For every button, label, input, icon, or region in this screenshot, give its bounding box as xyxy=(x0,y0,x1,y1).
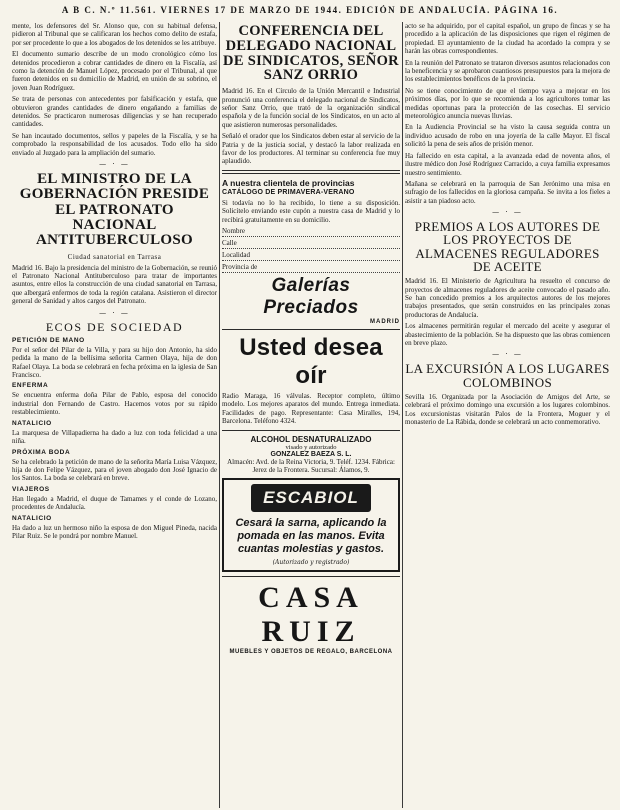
paragraph: Se han incautado documentos, sellos y papeles de la Fiscalía, y se ha comprobado la responsabilidad de los acusados. Todo ello ha sido enviado al Juzgado para la ampliación del sumario. xyxy=(12,131,217,157)
paragraph: Los almacenes permitirán regular el mercado del aceite y asegurar el abastecimiento de la población. Se ha dispuesto que las obras comiencen en breve plazo. xyxy=(405,322,610,347)
column-rule-left xyxy=(219,22,220,808)
paragraph: acto se ha adquirido, por el capital español, un grupo de fincas y se ha procedido a la aplicación de las disposiciones que rigen el régimen de propiedad. El ayuntamiento de la ciudad ha acordado la compra y se harán las obras correspondientes. xyxy=(405,22,610,56)
ad-text: Si todavía no lo ha recibido, lo tiene a su disposición. Solicítelo enviando este cupón a nuestra casa de Madrid y lo recibirá gratuitamente en su domicilio. xyxy=(222,198,400,224)
divider xyxy=(222,576,400,577)
paragraph: Madrid 16. El Ministerio de Agricultura ha resuelto el concurso de proyectos de almacenes reguladores de aceite convocado el pasado año. Se han concedido premios a los arquitectos autores de los mejores trabajos presentados, que serán construidos en las principales zonas productoras de Andalucía. xyxy=(405,277,610,319)
paragraph: Se ha celebrado la petición de mano de la señorita María Luisa Vázquez, hija de don Felipe Vázquez, para el joven abogado don José Ignacio de los Santos. La boda se celebrará en breve. xyxy=(12,457,217,483)
paragraph: Sevilla 16. Organizada por la Asociación de Amigos del Arte, se celebrará el próximo domingo una excursión a los lugares colombinos. Los excursionistas visitarán Palos de la Frontera, Moguer y el monasterio de La Rábida, donde se celebrará un acto conmemorativo. xyxy=(405,392,610,427)
paragraph: Ha dado a luz un hermoso niño la esposa de don Miguel Pineda, nacida Pilar Ruiz. Se le pondrá por nombre Manuel. xyxy=(12,523,217,540)
divider xyxy=(222,329,400,330)
section-title-ecos: ECOS DE SOCIEDAD xyxy=(45,319,184,334)
section-label: NATALICIO xyxy=(12,514,52,522)
brand-logo: ESCABIOL xyxy=(251,484,371,512)
divider-ornament: — · — xyxy=(99,308,130,317)
ad-alcohol-sub: visado y autorizado xyxy=(285,443,337,451)
headline-ministro: EL MINISTRO DE LA GOBERNACIÓN PRESIDE EL PATRONATO NACIONAL ANTITUBERCULOSO xyxy=(19,171,210,249)
headline-excursion: LA EXCURSIÓN A LOS LUGARES COLOMBINOS xyxy=(405,361,610,390)
paragraph: En la Audiencia Provincial se ha visto la causa seguida contra un individuo acusado de robo en una joyería de la calle Mayor. El fiscal solicitó la pena de seis años de prisión menor. xyxy=(405,123,610,149)
form-field-street: Calle xyxy=(222,239,400,249)
brand-slogan: Cesará la sarna, aplicando la pomada en las manos. Evita cuantas molestias y gastos. xyxy=(235,517,387,556)
ad-banner: A nuestra clientela de provincias xyxy=(222,177,355,188)
paragraph: Señaló el orador que los Sindicatos deben estar al servicio de la Patria y de la justicia social, y destacó la labor realizada en favor de los productores. Al terminar su conferencia fue muy aplaudido. xyxy=(222,132,400,166)
ad-galerias xyxy=(222,178,400,325)
form-field-town: Localidad xyxy=(222,251,400,261)
divider-ornament: — · — xyxy=(492,350,523,359)
ad-casa-ruiz: CASA RUIZ xyxy=(258,581,364,649)
brand-note: (Autorizado y registrado) xyxy=(272,559,350,567)
ad-radio xyxy=(222,334,400,426)
section-label: NATALICIO xyxy=(12,419,52,427)
divider-ornament: — · — xyxy=(99,160,130,169)
paragraph: La marquesa de Villapadierna ha dado a luz con toda felicidad a una niña. xyxy=(12,428,217,446)
ad-text: Radio Maraga, 16 válvulas. Receptor completo, último modelo. Los mejores aparatos del mundo. Entrega inmediata. Facilidades de pago. Representante: Casa Miralles, 194, Barcelona. Teléfono 4324. xyxy=(222,392,400,426)
divider-ornament: — · — xyxy=(492,208,523,217)
section-label: VIAJEROS xyxy=(12,485,50,493)
paragraph: Se encuentra enferma doña Pilar de Pablo, esposa del conocido industrial don Fernando de Castro. Hacemos votos por su rápido restablecimiento. xyxy=(12,391,217,417)
masthead: A B C. N.º 11.561. VIERNES 17 DE MARZO DE 1944. EDICIÓN DE ANDALUCÍA. PÁGINA 16. xyxy=(61,5,559,15)
paragraph: Madrid 16. Bajo la presidencia del ministro de la Gobernación, se reunió el Patronato Nacional Antituberculoso para tratar de importantes asuntos, entre ellos la construcción de una ciudad sanatorial en Tarrasa, que albergará enfermos de toda la región catalana. Asistieron el director general de Sanidad y altos cargos del Patronato. xyxy=(12,263,217,306)
column-right xyxy=(405,22,610,808)
divider xyxy=(222,430,400,431)
ad-text: Almacén: Avd. de la Reina Victoria, 9. Teléf. 1234. Fábrica: Jerez de la Frontera. Sucursal: Álamos, 9. xyxy=(227,457,395,475)
paragraph: Por el señor del Pilar de la Villa, y para su hijo don Antonio, ha sido pedida la mano de la bellísima señorita Carmen Olaya, hija de don Rafael Olaya. La boda se celebrará en fecha próxima en la iglesia de San Francisco. xyxy=(12,345,217,380)
paragraph: Se trata de personas con antecedentes por falsificación y estafa, que obtuvieron grandes cantidades de dinero engañando a familias de detenidos. Se practicaron numerosas diligencias y se han recuperado cantidades. xyxy=(12,95,217,129)
paragraph: No se tiene conocimiento de que el tiempo vaya a mejorar en los próximos días, por lo que se recomienda a los agricultores tomar las medidas oportunas para la protección de las cosechas. El servicio meteorológico anuncia nuevas lluvias. xyxy=(405,86,610,121)
ad-alcohol xyxy=(222,435,400,475)
column-center xyxy=(222,22,400,808)
section-label: ENFERMA xyxy=(12,382,49,390)
form-field-province: Provincia de xyxy=(222,263,400,273)
ad-escabiol xyxy=(222,478,400,572)
column-rule-right xyxy=(402,22,403,808)
paragraph: En la reunión del Patronato se trataron diversos asuntos relacionados con la beneficencia y se aprobaron cuantiosos presupuestos para la mejora de los establecimientos benéficos de la provincia. xyxy=(405,58,610,84)
column-left xyxy=(12,22,217,808)
paragraph: mente, los defensores del Sr. Alonso que, con su habitual defensa, pidieron al Tribunal que se calificaran los hechos como delito de estafa, por ser procedente lo que a los abogados de los detenidos se les atribuye. xyxy=(12,22,217,47)
subheadline: Ciudad sanatorial en Tarrasa xyxy=(67,252,162,261)
section-label: PRÓXIMA BODA xyxy=(12,448,71,456)
headline-conferencia: CONFERENCIA DEL DELEGADO NACIONAL DE SINDICATOS, SEÑOR SANZ ORRIO xyxy=(223,23,399,84)
ad-headline-usted: Usted desea oír xyxy=(239,334,383,389)
section-label: PETICIÓN DE MANO xyxy=(12,336,85,344)
paragraph: Madrid 16. En el Círculo de la Unión Mercantil e Industrial pronunció una conferencia el delegado nacional de Sindicatos, señor Sanz Orrio, que trató de la organización sindical española y de la función social de los Sindicatos, en un acto al que asistieron numerosas personalidades. xyxy=(222,87,400,129)
ad-banner-catalog: CATÁLOGO DE PRIMAVERA-VERANO xyxy=(222,188,355,196)
paragraph: El documento sumario describe de un modo cronológico cómo los detenidos procedieron a cobrar cantidades de dinero en la Fiscalía, así como la detención de Manuel López, procesado por el Tribunal, al que fueron detenidos en su domicilio de Madrid, en unión de su sobrino, el joven Juan Rodríguez. xyxy=(12,50,217,92)
headline-premios: PREMIOS A LOS AUTORES DE LOS PROYECTOS DE ALMACENES REGULADORES DE ACEITE xyxy=(414,219,601,274)
ad-casa-ruiz-sub: MUEBLES Y OBJETOS DE REGALO, BARCELONA xyxy=(229,649,393,656)
brand-city: MADRID xyxy=(370,319,400,325)
ad-alcohol-title: ALCOHOL DESNATURALIZADO xyxy=(250,434,372,444)
paragraph: Mañana se celebrará en la parroquia de San Jerónimo una misa en sufragio de los fallecidos en la gloriosa campaña. Se invita a los fieles a asistir a tan piadoso acto. xyxy=(405,179,610,205)
brand-galerias-preciados: Galerías Preciados xyxy=(263,275,359,318)
divider-double xyxy=(222,170,400,174)
paragraph: Han llegado a Madrid, el duque de Tamames y el conde de Lozano, procedentes de Andalucía. xyxy=(12,494,217,512)
ad-alcohol-company: GONZALEZ BAEZA S. L. xyxy=(270,450,352,458)
paragraph: Ha fallecido en esta capital, a la avanzada edad de noventa años, el ilustre médico don José Rodríguez Carracido, a cuya familia expresamos nuestro sentimiento. xyxy=(405,151,610,177)
form-field-name: Nombre xyxy=(222,227,400,237)
